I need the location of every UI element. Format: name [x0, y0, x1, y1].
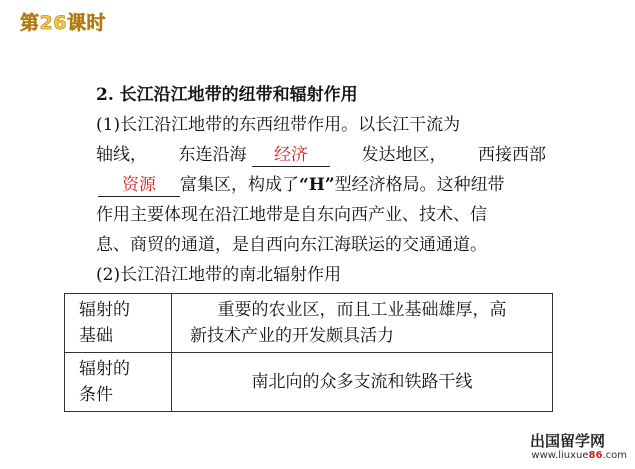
radiation-table	[64, 293, 553, 412]
table-row	[65, 353, 553, 412]
watermark-url: www.liuxue86.com	[531, 450, 627, 461]
text-axis: 轴线，	[96, 145, 147, 165]
text-west: 西接西部	[478, 145, 546, 165]
lesson-title: 第26课时	[20, 12, 106, 34]
fill-blank-resources: 资源	[98, 174, 180, 197]
paragraph-line-2	[96, 140, 546, 170]
text-east-coast: 东连沿海 经济	[179, 140, 330, 170]
text-rich-area: 富集区，构成了	[180, 175, 299, 195]
body-paragraph	[96, 110, 546, 260]
value-line: 重要的农业区，而且工业基础雄厚，高	[217, 300, 507, 320]
paragraph-line-5: 息、商贸的通道，是自西向东江海联运的交通通道。	[96, 235, 487, 255]
section-heading: 2. 长江沿江地带的纽带和辐射作用	[96, 85, 358, 105]
label-line: 条件	[79, 385, 113, 405]
text-pattern-end: 型经济格局。这种纽带	[334, 175, 505, 195]
row-value	[172, 353, 553, 412]
paragraph-line-1: (1)长江沿江地带的东西纽带作用。以长江干流为	[96, 115, 461, 135]
value-line: 新技术产业的开发颇具活力	[190, 326, 394, 346]
label-line: 辐射的	[79, 359, 130, 379]
label-line: 辐射的	[79, 300, 130, 320]
fill-blank-economy: 经济	[252, 144, 330, 167]
text-h-pattern: “H”	[299, 175, 335, 195]
row-label	[65, 353, 172, 412]
label-line: 基础	[79, 326, 113, 346]
text-developed: 发达地区，	[361, 145, 447, 165]
paragraph-line-3	[96, 170, 546, 200]
row-label	[65, 294, 172, 353]
paragraph-line-4: 作用主要体现在沿江地带是自东向西产业、技术、信	[96, 205, 487, 225]
sub-heading: (2)长江沿江地带的南北辐射作用	[96, 265, 342, 285]
watermark-logo: 出国留学网	[529, 432, 605, 450]
table-row	[65, 294, 553, 353]
row-value	[172, 294, 553, 353]
value-line: 南北向的众多支流和铁路干线	[251, 372, 473, 392]
